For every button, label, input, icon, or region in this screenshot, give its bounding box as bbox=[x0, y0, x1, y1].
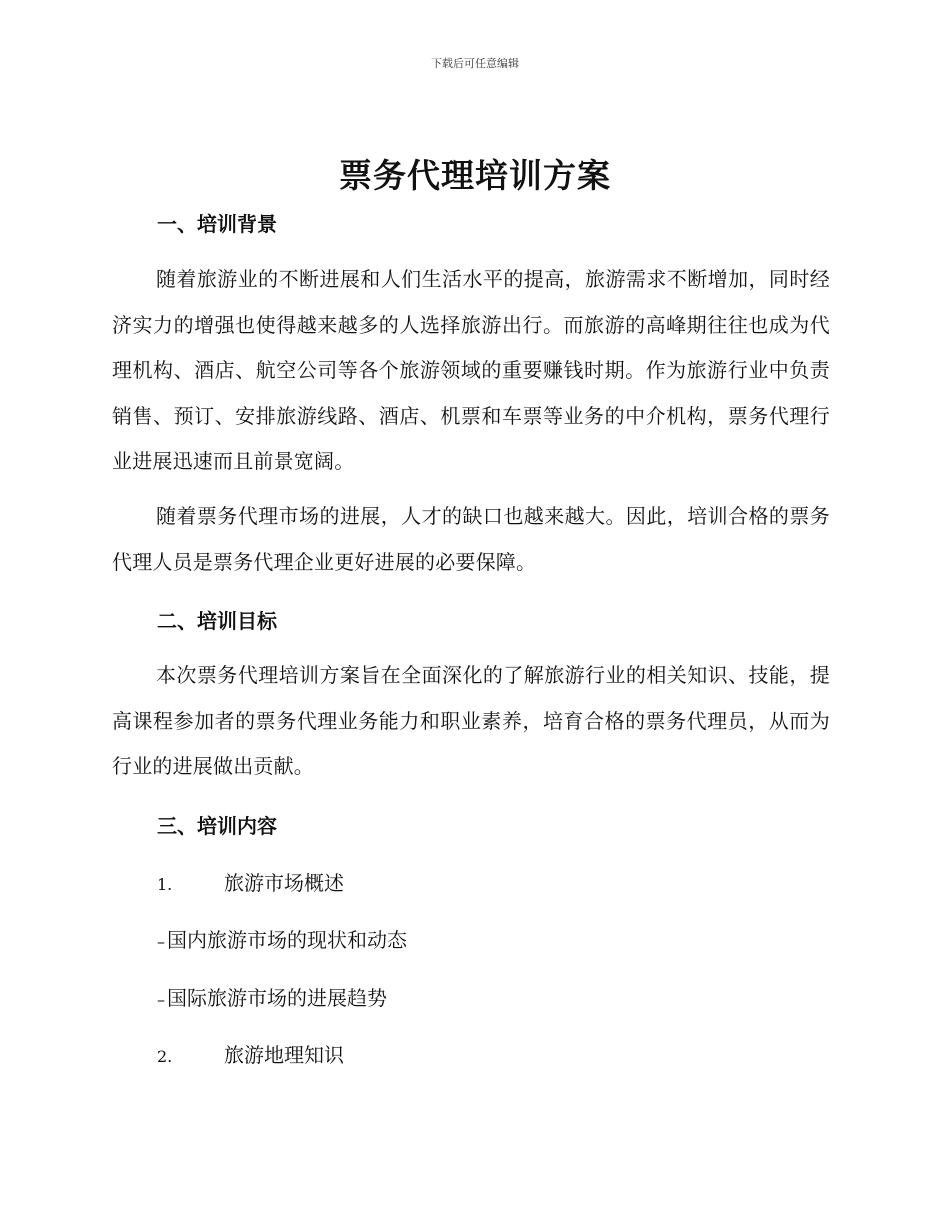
list-subitem-text: 国际旅游市场的进展趋势 bbox=[167, 986, 387, 1010]
dash-bullet: – bbox=[157, 990, 165, 1009]
paragraph-objectives: 本次票务代理培训方案旨在全面深化的了解旅游行业的相关知识、技能，提高课程参加者的票务代理业务能力和职业素养，培育合格的票务代理员，从而为行业的进展做出贡献。 bbox=[112, 663, 830, 778]
list-subitem-text: 国内旅游市场的现状和动态 bbox=[167, 928, 407, 952]
list-subitem bbox=[157, 924, 407, 953]
list-item bbox=[157, 1039, 344, 1068]
document-title: 票务代理培训方案 bbox=[339, 156, 611, 195]
page-header-note: 下载后可任意编辑 bbox=[431, 57, 519, 70]
paragraph-background-1: 随着旅游业的不断进展和人们生活水平的提高，旅游需求不断增加，同时经济实力的增强也使得越来越多的人选择旅游出行。而旅游的高峰期往往也成为代理机构、酒店、航空公司等各个旅游领域的重要赚钱时期。作为旅游行业中负责销售、预订、安排旅游线路、酒店、机票和车票等业务的中介机构，票务代理行业进展迅速而且前景宽阔。 bbox=[112, 267, 830, 473]
list-item-label: 旅游市场概述 bbox=[224, 871, 344, 895]
list-subitem bbox=[157, 982, 387, 1011]
dash-bullet: – bbox=[157, 932, 165, 951]
section-heading-background: 一、培训背景 bbox=[157, 212, 277, 236]
paragraph-background-2: 随着票务代理市场的进展，人才的缺口也越来越大。因此，培训合格的票务代理人员是票务代理企业更好进展的必要保障。 bbox=[112, 504, 830, 574]
list-item-number: 1. bbox=[157, 875, 173, 894]
list-item-number: 2. bbox=[157, 1047, 173, 1066]
list-item bbox=[157, 867, 344, 896]
section-heading-objectives: 二、培训目标 bbox=[157, 609, 277, 633]
section-heading-content: 三、培训内容 bbox=[157, 814, 277, 838]
list-item-label: 旅游地理知识 bbox=[224, 1043, 344, 1067]
